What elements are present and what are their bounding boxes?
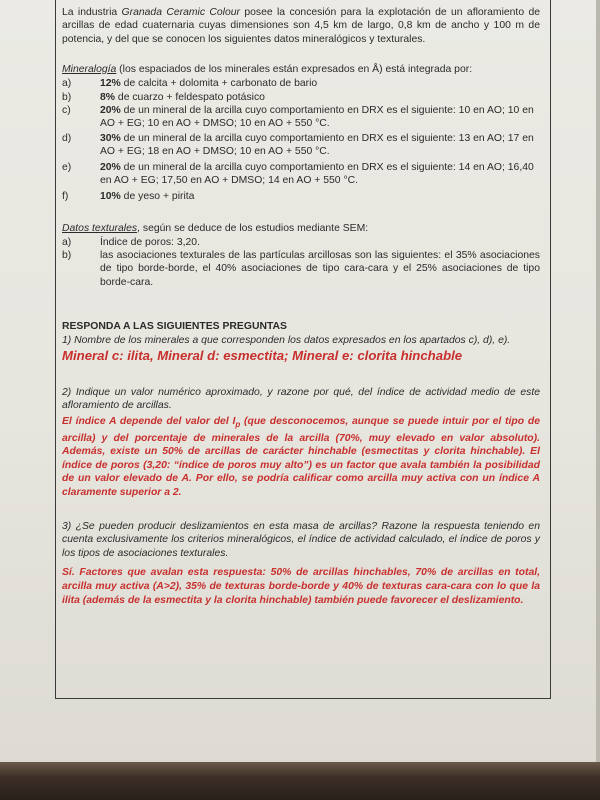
answer-2 bbox=[62, 415, 540, 499]
item-label: e) bbox=[62, 162, 72, 173]
item-text: de un mineral de la arcilla cuyo comportamiento en DRX es el siguiente: 14 en AO; 16,40 en AO + EG; 17,50 en AO + DMSO; 14 en AO + 550 °C. bbox=[100, 162, 534, 187]
item-text: Índice de poros: 3,20. bbox=[100, 237, 200, 248]
intro-part1: La industria bbox=[62, 7, 122, 18]
item-text: de cuarzo + feldespato potásico bbox=[115, 92, 265, 103]
question-1: 1) Nombre de los minerales a que corresponden los datos expresados en los apartados c), d), e). bbox=[62, 335, 511, 346]
question-2: 2) Indique un valor numérico aproximado, y razone por qué, del índice de actividad medio de este afloramiento de arcillas. bbox=[62, 387, 540, 412]
answer-2-sub: p bbox=[235, 420, 241, 430]
texturales-heading bbox=[62, 222, 540, 235]
item-label: d) bbox=[62, 133, 72, 144]
item-percent: 20% bbox=[100, 105, 121, 116]
item-label: a) bbox=[62, 237, 72, 248]
item-text: de un mineral de la arcilla cuyo comportamiento en DRX es el siguiente: 10 en AO; 10 en AO + EG; 10 en AO + DMSO; 10 en AO + 550 °C. bbox=[100, 105, 534, 130]
item-label: a) bbox=[62, 78, 72, 89]
desk-surface bbox=[0, 762, 600, 800]
question-3: 3) ¿Se pueden producir deslizamientos en esta masa de arcillas? Razone la respuesta teniendo en cuenta exclusivamente los criterios mineralógicos, el índice de actividad calculado, el índice de poros y los tipos de asociaciones texturales. bbox=[62, 521, 540, 559]
item-percent: 12% bbox=[100, 78, 121, 89]
item-percent: 8% bbox=[100, 92, 116, 103]
item-percent: 20% bbox=[100, 162, 121, 173]
answer-1: Mineral c: ilita, Mineral d: esmectita; Mineral e: clorita hinchable bbox=[62, 348, 463, 363]
item-label: b) bbox=[62, 250, 72, 261]
answer-3: Sí. Factores que avalan esta respuesta: 50% de arcillas hinchables, 70% de arcillas en total, arcilla muy activa (A>2), 35% de texturas borde-borde y 40% de texturas cara-cara con lo que la ilita (además de la esmectita y la clorita hinchable) también puede favorecer el deslizamiento. bbox=[62, 567, 540, 606]
mineralogia-title: Mineralogía bbox=[62, 64, 117, 75]
texturales-heading-rest: , según se deduce de los estudios mediante SEM: bbox=[137, 223, 369, 234]
mineralogia-heading-rest: (los espaciados de los minerales están expresados en Å) está integrada por: bbox=[116, 64, 473, 75]
item-percent: 30% bbox=[100, 133, 121, 144]
company-name: Granada Ceramic Colour bbox=[121, 7, 240, 18]
item-text: de calcita + dolomita + carbonato de bario bbox=[120, 78, 318, 89]
item-percent: 10% bbox=[100, 191, 121, 202]
answer-2-pre: El índice A depende del valor del I bbox=[62, 416, 236, 427]
item-label: c) bbox=[62, 105, 71, 116]
questions-heading: RESPONDA A LAS SIGUIENTES PREGUNTAS bbox=[62, 321, 287, 332]
texturales-title: Datos texturales bbox=[62, 223, 138, 234]
item-text: de un mineral de la arcilla cuyo comportamiento en DRX es el siguiente: 13 en AO; 17 en AO + EG; 18 en AO + DMSO; 10 en AO + 550 °C. bbox=[100, 133, 534, 158]
item-label: b) bbox=[62, 92, 72, 103]
answer-2-post: (que desconocemos, aunque se puede intuir por el tipo de arcilla) y del porcentaje de minerales de la arcilla (70%, muy elevado en valor absoluto). Además, existe un 50% de arcillas de carácter hinchable (esmectitas y clorita hinchable). El índice de poros (3,20: “índice de poros muy alto”) es un factor que avala también la posibilidad de un valor elevado de A. Por ello, se podría calificar como arcilla muy activa con un índice A claramente superior a 2. bbox=[62, 416, 540, 498]
item-text: de yeso + pirita bbox=[120, 191, 195, 202]
intro-paragraph bbox=[62, 6, 540, 46]
item-text: las asociaciones texturales de las partículas arcillosas son las siguientes: el 35% asociaciones de tipo borde-borde, el 40% asociaciones de tipo cara-cara y el 25% asociaciones de tipo borde-cara. bbox=[100, 250, 540, 288]
intro-part2: posee la concesión para la explotación de un afloramiento de arcillas de edad cuaternaria cuyas dimensiones son 4,5 km de largo, 0,8 km de ancho y 100 m de potencia, y del que se conocen los siguientes datos mineralógicos y texturales. bbox=[62, 7, 541, 45]
mineralogia-heading bbox=[62, 63, 540, 76]
item-label: f) bbox=[62, 191, 69, 202]
